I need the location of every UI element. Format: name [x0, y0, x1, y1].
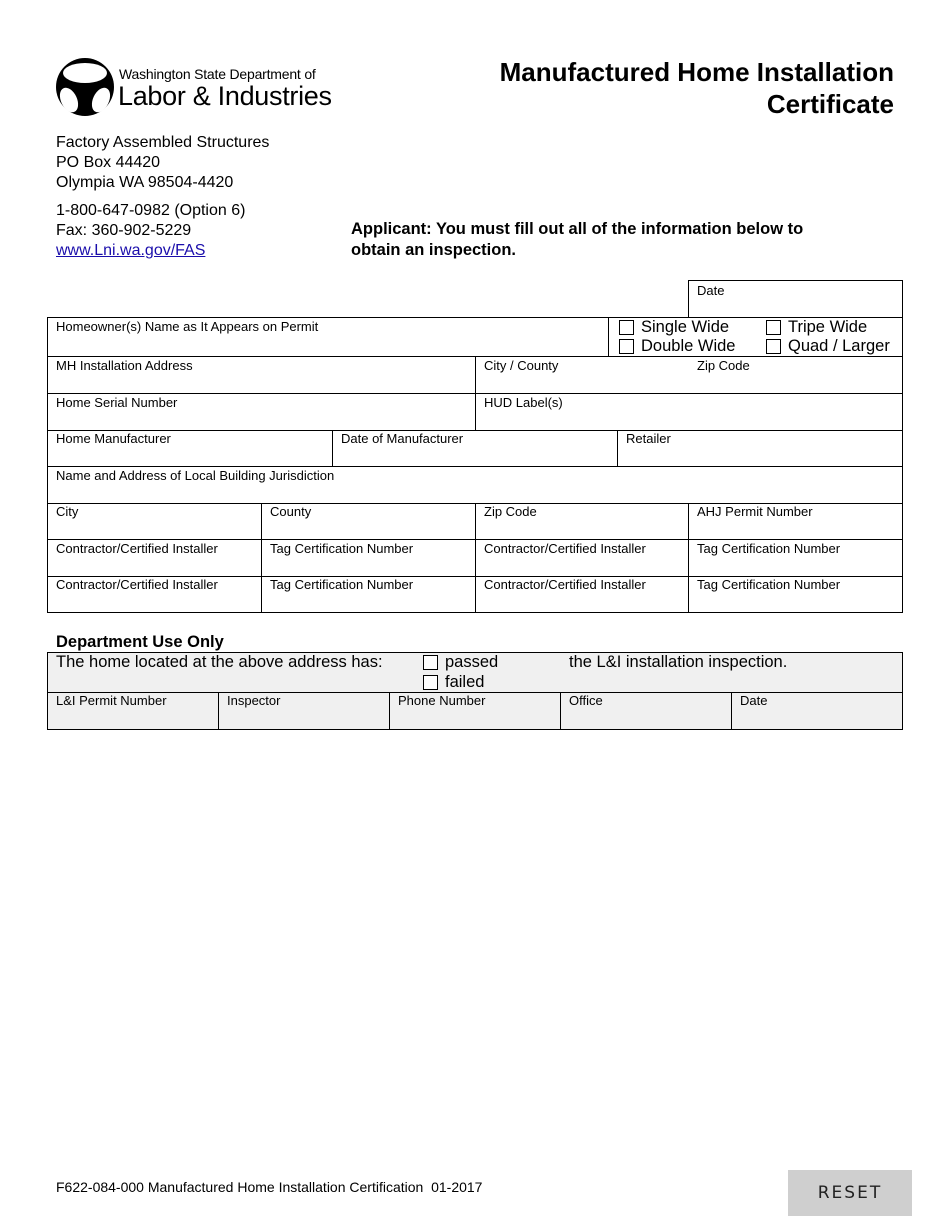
- inspection-result-row: [47, 652, 903, 693]
- ahj-permit-field[interactable]: [688, 503, 903, 540]
- hud-labels-label: HUD Label(s): [484, 395, 563, 410]
- zip-code-label: Zip Code: [697, 358, 750, 373]
- notice-line-2: obtain an inspection.: [351, 241, 517, 259]
- mailing-address: [56, 133, 269, 193]
- agency-logo: [55, 54, 332, 118]
- inspector-label: Inspector: [227, 693, 281, 708]
- manufacturer-label: Home Manufacturer: [56, 431, 171, 446]
- address-line-1: Factory Assembled Structures: [56, 134, 270, 151]
- address-line-3: Olympia WA 98504-4420: [56, 174, 234, 191]
- city-county-label: City / County: [484, 358, 559, 373]
- dept-date-field[interactable]: [731, 692, 903, 730]
- triple-wide-checkbox[interactable]: [766, 320, 781, 335]
- serial-number-label: Home Serial Number: [56, 395, 178, 410]
- tag-number-label: Tag Certification Number: [270, 577, 414, 592]
- mh-address-field[interactable]: [47, 356, 476, 394]
- address-line-2: PO Box 44420: [56, 154, 161, 171]
- ahj-permit-label: AHJ Permit Number: [697, 504, 813, 519]
- inspection-statement-end: the L&I installation inspection.: [569, 653, 788, 671]
- date-of-manufacture-label: Date of Manufacturer: [341, 431, 464, 446]
- title-line-2: Certificate: [766, 89, 894, 119]
- lni-logo-icon: [55, 54, 115, 118]
- single-wide-label: Single Wide: [641, 318, 730, 336]
- contact-info: [56, 201, 245, 261]
- quad-larger-label: Quad / Larger: [788, 337, 890, 355]
- passed-checkbox[interactable]: [423, 655, 438, 670]
- jurisdiction-zip-label: Zip Code: [484, 504, 537, 519]
- city-label: City: [56, 504, 79, 519]
- triple-wide-label: Tripe Wide: [788, 318, 868, 336]
- date-of-manufacture-field[interactable]: [332, 430, 618, 467]
- mh-address-label: MH Installation Address: [56, 358, 193, 373]
- title-line-1: Manufactured Home Installation: [499, 57, 894, 87]
- passed-label: passed: [445, 653, 499, 671]
- reset-button[interactable]: RESET: [788, 1170, 912, 1216]
- inspection-statement: The home located at the above address has:: [56, 653, 383, 671]
- li-permit-number-label: L&I Permit Number: [56, 693, 167, 708]
- failed-checkbox[interactable]: [423, 675, 438, 690]
- tag-number-label: Tag Certification Number: [270, 541, 414, 556]
- date-label: Date: [697, 283, 725, 298]
- contractor-label: Contractor/Certified Installer: [56, 577, 218, 592]
- retailer-field[interactable]: [617, 430, 903, 467]
- contractor-field-2[interactable]: [475, 539, 689, 577]
- logo-agency-line: Washington State Department of: [119, 66, 316, 82]
- city-field[interactable]: [47, 503, 262, 540]
- homeowner-name-label: Homeowner(s) Name as It Appears on Permit: [56, 319, 319, 334]
- contractor-label: Contractor/Certified Installer: [484, 577, 646, 592]
- office-field[interactable]: [560, 692, 732, 730]
- failed-label: failed: [445, 673, 485, 691]
- single-wide-checkbox[interactable]: [619, 320, 634, 335]
- jurisdiction-field[interactable]: [47, 466, 903, 504]
- home-type-group: [608, 317, 903, 357]
- office-label: Office: [569, 693, 603, 708]
- hud-labels-field[interactable]: [475, 393, 903, 431]
- tag-number-field-1[interactable]: [261, 539, 476, 577]
- quad-larger-checkbox[interactable]: [766, 339, 781, 354]
- page-title: [394, 56, 894, 120]
- double-wide-label: Double Wide: [641, 337, 736, 355]
- county-label: County: [270, 504, 312, 519]
- city-county-field[interactable]: [475, 356, 903, 394]
- contractor-field-1[interactable]: [47, 539, 262, 577]
- tag-number-label: Tag Certification Number: [697, 541, 841, 556]
- form-identifier: F622-084-000 Manufactured Home Installation Certification 01-2017: [56, 1179, 483, 1195]
- logo-agency-name: Labor & Industries: [118, 81, 332, 111]
- phone-number: 1-800-647-0982 (Option 6): [56, 202, 246, 219]
- dept-phone-field[interactable]: [389, 692, 561, 730]
- inspector-field[interactable]: [218, 692, 390, 730]
- notice-line-1: Applicant: You must fill out all of the information below to: [351, 220, 804, 238]
- tag-number-field-3[interactable]: [261, 576, 476, 613]
- contractor-field-3[interactable]: [47, 576, 262, 613]
- contractor-field-4[interactable]: [475, 576, 689, 613]
- date-field[interactable]: [688, 280, 903, 318]
- tag-number-field-2[interactable]: [688, 539, 903, 577]
- fax-number: Fax: 360-902-5229: [56, 222, 192, 239]
- dept-phone-label: Phone Number: [398, 693, 486, 708]
- county-field[interactable]: [261, 503, 476, 540]
- contractor-label: Contractor/Certified Installer: [56, 541, 218, 556]
- applicant-notice: [351, 219, 803, 261]
- jurisdiction-zip-field[interactable]: [475, 503, 689, 540]
- serial-number-field[interactable]: [47, 393, 476, 431]
- contractor-label: Contractor/Certified Installer: [484, 541, 646, 556]
- tag-number-field-4[interactable]: [688, 576, 903, 613]
- double-wide-checkbox[interactable]: [619, 339, 634, 354]
- tag-number-label: Tag Certification Number: [697, 577, 841, 592]
- department-use-heading: Department Use Only: [56, 633, 224, 651]
- website-link[interactable]: www.Lni.wa.gov/FAS: [56, 242, 206, 259]
- jurisdiction-label: Name and Address of Local Building Jurisdiction: [56, 468, 335, 483]
- homeowner-name-field[interactable]: [47, 317, 609, 357]
- dept-date-label: Date: [740, 693, 768, 708]
- retailer-label: Retailer: [626, 431, 671, 446]
- manufacturer-field[interactable]: [47, 430, 333, 467]
- li-permit-number-field[interactable]: [47, 692, 219, 730]
